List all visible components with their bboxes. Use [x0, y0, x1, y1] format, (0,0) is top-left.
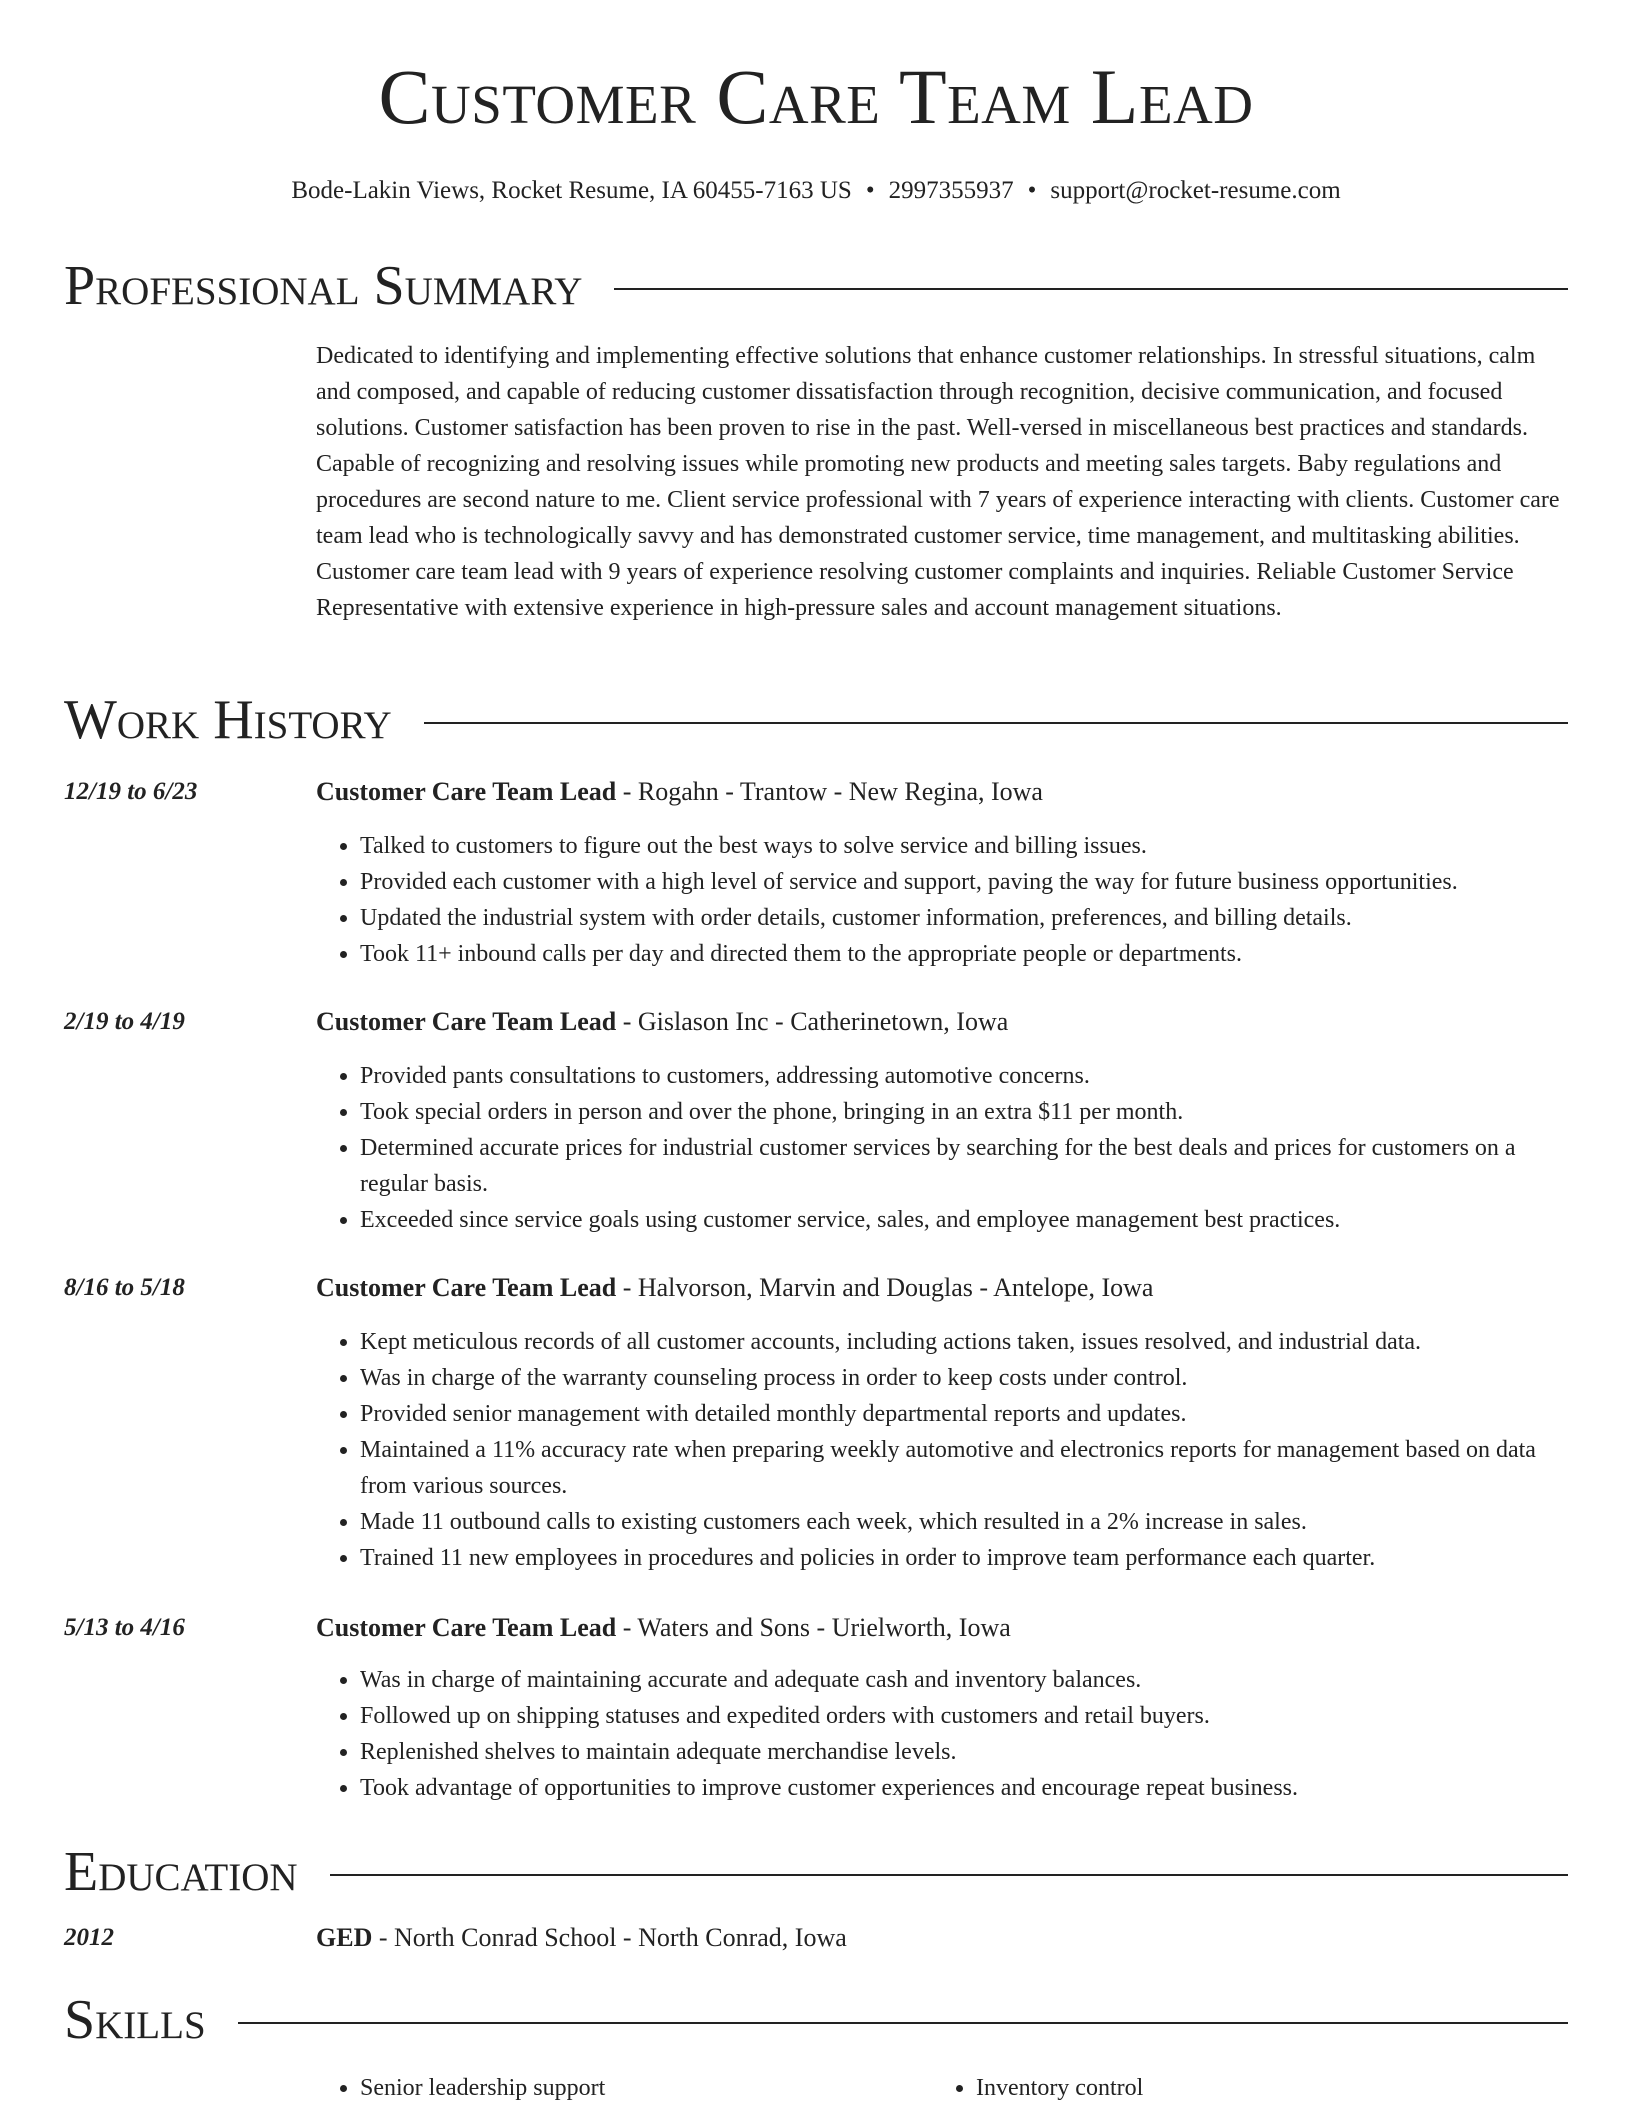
job-company-location: - Gislason Inc - Catherinetown, Iowa [616, 1007, 1009, 1036]
education-school-location: - North Conrad School - North Conrad, Iowa [372, 1923, 847, 1952]
list-item: • Kept meticulous records of all customer accounts, including actions taken, issues resolved, and industrial data. [360, 1324, 1568, 1360]
list-item: • Provided senior management with detailed monthly departmental reports and updates. [360, 1396, 1568, 1432]
job-company-location: - Waters and Sons - Urielworth, Iowa [616, 1613, 1011, 1642]
summary-paragraph: Dedicated to identifying and implementing effective solutions that enhance customer relationships. In stressful situations, calm and composed, and capable of reducing customer dissatisfaction through recognition, decisive communication, and focused solutions. Customer satisfaction has been proven to rise in the past. Well-versed in miscellaneous best practices and standards. Capable of recognizing and resolving issues while promoting new products and meeting sales targets. Baby regulations and procedures are second nature to me. Client service professional with 7 years of experience interacting with clients. Customer care team lead who is technologically savvy and has demonstrated customer service, time management, and multitasking abilities. Customer care team lead with 9 years of experience resolving customer complaints and inquiries. Reliable Customer Service Representative with extensive experience in high-pressure sales and account management situations. [316, 343, 1560, 621]
contact-line [0, 176, 1632, 206]
job-bullets [316, 1058, 1568, 1238]
job-bullets [316, 1324, 1568, 1576]
list-item: • Was in charge of the warranty counseling process in order to keep costs under control. [360, 1360, 1568, 1396]
job-title: Customer Care Team Lead [316, 777, 617, 806]
job-title-line [316, 776, 1568, 808]
section-divider [424, 722, 1568, 724]
list-item: • Followed up on shipping statuses and expedited orders with customers and retail buyers. [360, 1698, 1568, 1734]
list-item: • Provided pants consultations to customers, addressing automotive concerns. [360, 1058, 1568, 1094]
job-company-location: - Rogahn - Trantow - New Regina, Iowa [616, 777, 1043, 806]
section-title: Work History [64, 689, 392, 751]
contact-separator: • [1027, 177, 1037, 204]
section-divider [238, 2022, 1568, 2024]
skill-item: • Senior leadership support [360, 2070, 605, 2106]
skills-list-left [316, 2070, 605, 2106]
job-title: Customer Care Team Lead [316, 1273, 617, 1302]
list-item: • Talked to customers to figure out the best ways to solve service and billing issues. [360, 828, 1568, 864]
contact-email: support@rocket-resume.com [1050, 177, 1341, 204]
job-title-line [316, 1006, 1568, 1038]
list-item: • Took advantage of opportunities to improve customer experiences and encourage repeat business. [360, 1770, 1568, 1806]
list-item: • Updated the industrial system with order details, customer information, preferences, and billing details. [360, 900, 1568, 936]
resume-name-heading: Customer Care Team Lead [378, 53, 1254, 140]
list-item: • Exceeded since service goals using customer service, sales, and employee management best practices. [360, 1202, 1568, 1238]
list-item: • Provided each customer with a high level of service and support, paving the way for future business opportunities. [360, 864, 1568, 900]
list-item: • Replenished shelves to maintain adequate merchandise levels. [360, 1734, 1568, 1770]
section-divider [614, 288, 1568, 290]
contact-phone: 2997355937 [888, 177, 1014, 204]
job-bullets [316, 1662, 1568, 1806]
job-title: Customer Care Team Lead [316, 1007, 617, 1036]
job-title-line [316, 1272, 1568, 1304]
job-dates: 2/19 to 4/19 [64, 1008, 185, 1035]
section-title: Professional Summary [64, 255, 583, 317]
education-degree: GED [316, 1923, 373, 1952]
skills-list-right [932, 2070, 1143, 2106]
section-title: Education [64, 1841, 298, 1903]
contact-separator: • [865, 177, 875, 204]
list-item: • Took special orders in person and over the phone, bringing in an extra $11 per month. [360, 1094, 1568, 1130]
education-line [316, 1922, 1568, 1954]
section-divider [330, 1874, 1568, 1876]
list-item: • Trained 11 new employees in procedures and policies in order to improve team performance each quarter. [360, 1540, 1568, 1576]
job-dates: 12/19 to 6/23 [64, 778, 198, 805]
list-item: • Determined accurate prices for industrial customer services by searching for the best deals and prices for customers on a regular basis. [360, 1130, 1568, 1202]
job-dates: 5/13 to 4/16 [64, 1614, 185, 1641]
list-item: • Was in charge of maintaining accurate and adequate cash and inventory balances. [360, 1662, 1568, 1698]
list-item: • Took 11+ inbound calls per day and directed them to the appropriate people or departments. [360, 936, 1568, 972]
section-heading-summary [64, 255, 1568, 317]
education-year: 2012 [64, 1924, 114, 1951]
list-item: • Maintained a 11% accuracy rate when preparing weekly automotive and electronics reports for management based on data from various sources. [360, 1432, 1568, 1504]
section-heading-skills [64, 1989, 1568, 2051]
section-title: Skills [64, 1989, 206, 2051]
job-bullets [316, 828, 1568, 972]
section-heading-work-history [64, 689, 1568, 751]
section-heading-education [64, 1841, 1568, 1903]
skill-item: • Inventory control [976, 2070, 1143, 2106]
job-title-line [316, 1612, 1568, 1644]
job-title: Customer Care Team Lead [316, 1613, 617, 1642]
contact-address: Bode-Lakin Views, Rocket Resume, IA 60455-7163 US [291, 177, 852, 204]
job-company-location: - Halvorson, Marvin and Douglas - Antelope, Iowa [616, 1273, 1154, 1302]
job-dates: 8/16 to 5/18 [64, 1274, 185, 1301]
list-item: • Made 11 outbound calls to existing customers each week, which resulted in a 2% increase in sales. [360, 1504, 1568, 1540]
